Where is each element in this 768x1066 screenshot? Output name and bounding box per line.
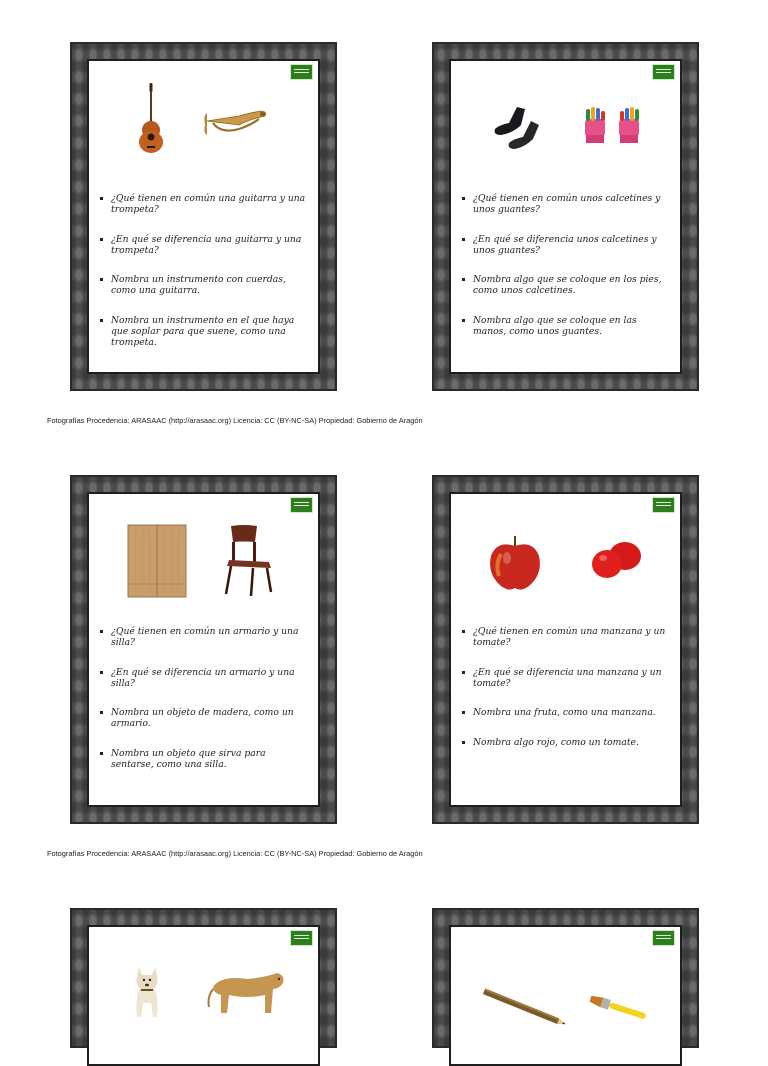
question-list <box>451 626 680 766</box>
chair-icon <box>223 524 277 596</box>
logo-badge-icon <box>652 497 675 513</box>
card-panel <box>87 59 320 374</box>
question-item: ¿Qué tienen en común un armario y una silla? <box>111 626 306 648</box>
pencil-icon <box>475 987 571 1027</box>
question-item: Nombra un instrumento con cuerdas, como una guitarra. <box>111 274 306 296</box>
tomato-icon <box>589 540 645 580</box>
logo-badge-icon <box>290 497 313 513</box>
card-panel <box>449 925 682 1066</box>
question-list <box>451 193 680 355</box>
question-item: ¿Qué tienen en común una manzana y un tomate? <box>473 626 668 648</box>
question-item: Nombra un objeto que sirva para sentarse, como una silla. <box>111 748 306 770</box>
question-item: Nombra un objeto de madera, como un armario. <box>111 707 306 729</box>
question-item: Nombra algo rojo, como un tomate. <box>473 737 668 748</box>
socks-icon <box>491 103 551 155</box>
question-item: ¿En qué se diferencia una guitarra y una trompeta? <box>111 234 306 256</box>
card-images <box>89 81 318 191</box>
logo-badge-icon <box>652 930 675 946</box>
question-item: ¿En qué se diferencia un armario y una silla? <box>111 667 306 689</box>
photo-credit: Fotografías Procedencia: ARASAAC (http://arasaac.org) Licencia: CC (BY-NC-SA) Propiedad: Gobierno de Aragón <box>47 849 423 858</box>
card-panel <box>449 492 682 807</box>
photo-credit: Fotografías Procedencia: ARASAAC (http://arasaac.org) Licencia: CC (BY-NC-SA) Propiedad: Gobierno de Aragón <box>47 416 423 425</box>
logo-badge-icon <box>290 930 313 946</box>
card-images <box>89 947 318 1057</box>
logo-badge-icon <box>290 64 313 80</box>
card-guitar-trumpet <box>70 42 337 391</box>
trumpet-icon <box>199 107 269 141</box>
guitar-icon <box>133 83 169 155</box>
question-item: ¿En qué se diferencia unos calcetines y unos guantes? <box>473 234 668 256</box>
lioness-icon <box>207 967 287 1021</box>
gloves-icon <box>579 105 649 149</box>
card-apple-tomato <box>432 475 699 824</box>
card-panel <box>87 492 320 807</box>
dog-icon <box>129 963 165 1025</box>
logo-badge-icon <box>652 64 675 80</box>
apple-icon <box>487 534 543 592</box>
card-images <box>451 514 680 624</box>
card-dog-lioness <box>70 908 337 1048</box>
card-panel <box>87 925 320 1066</box>
wardrobe-icon <box>127 524 187 598</box>
card-panel <box>449 59 682 374</box>
card-pencil-paintbrush <box>432 908 699 1048</box>
card-wardrobe-chair <box>70 475 337 824</box>
card-images <box>451 947 680 1057</box>
question-item: Nombra una fruta, como una manzana. <box>473 707 668 718</box>
question-item: ¿Qué tienen en común una guitarra y una trompeta? <box>111 193 306 215</box>
question-item: Nombra algo que se coloque en las manos, como unos guantes. <box>473 315 668 337</box>
question-item: Nombra algo que se coloque en los pies, como unos calcetines. <box>473 274 668 296</box>
question-list <box>89 193 318 366</box>
paintbrush-icon <box>587 993 651 1023</box>
card-socks-gloves <box>432 42 699 391</box>
question-list <box>89 626 318 788</box>
card-images <box>451 81 680 191</box>
card-images <box>89 514 318 624</box>
question-item: ¿En qué se diferencia una manzana y un tomate? <box>473 667 668 689</box>
question-item: Nombra un instrumento en el que haya que soplar para que suene, como una trompeta. <box>111 315 306 348</box>
question-item: ¿Qué tienen en común unos calcetines y unos guantes? <box>473 193 668 215</box>
